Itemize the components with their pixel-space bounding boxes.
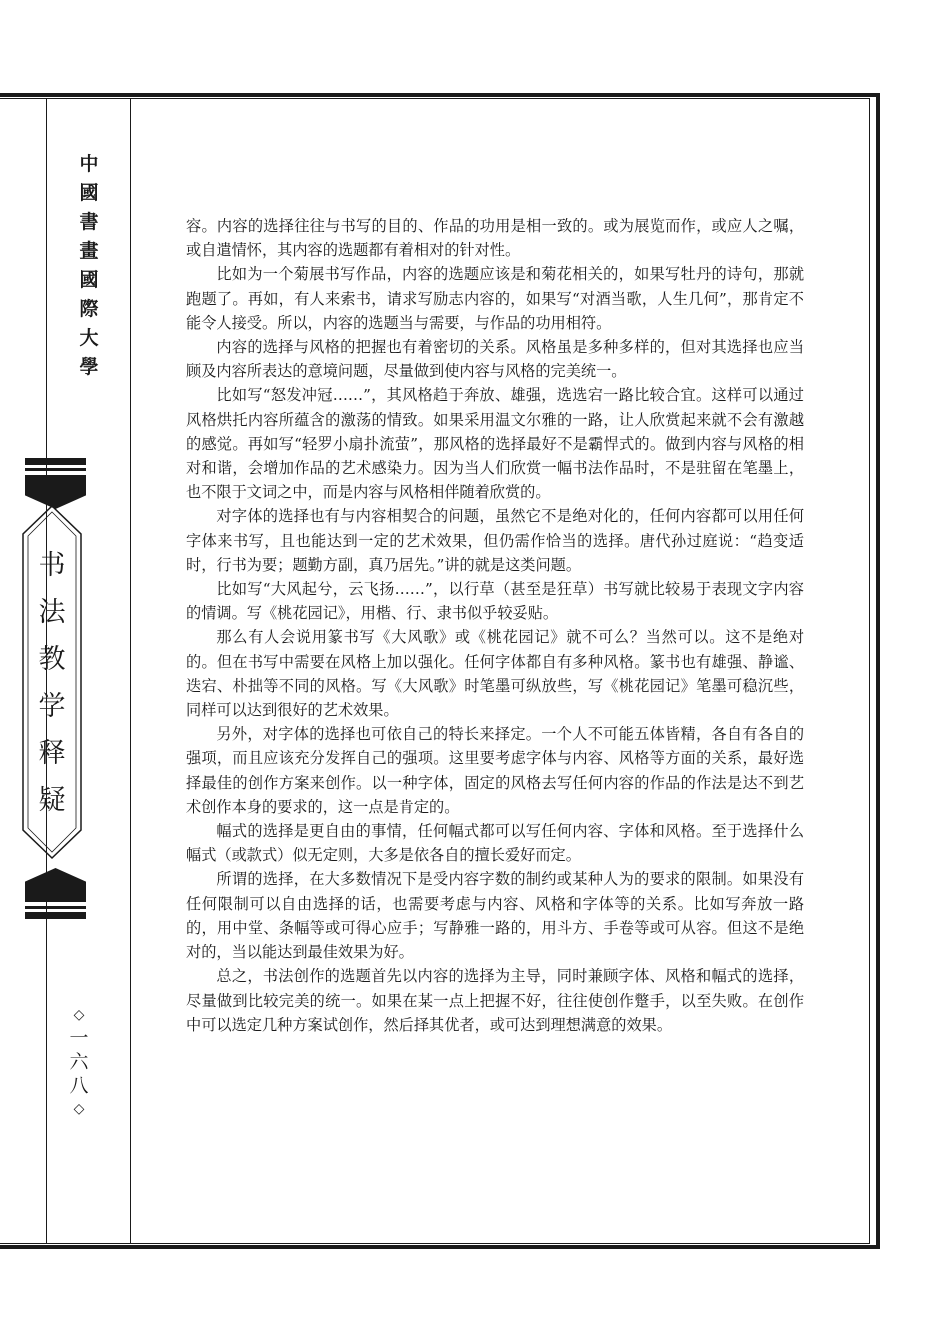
sidebar-spine <box>4 98 135 1244</box>
paragraph: 所谓的选择，在大多数情况下是受内容字数的制约或某种人为的要求的限制。如果没有任何限制可以自由选择的话，也需要考虑与内容、风格和字体等的关系。比如写奔放一路的，用中堂、条幅等或可得心应手；写静雅一路的，用斗方、手卷等或可从容。但这不是绝对的，当以能达到最佳效果为好。 <box>186 870 804 962</box>
school-char: 大 <box>79 327 99 349</box>
page-number-char: 一 <box>69 1027 89 1049</box>
school-char: 學 <box>79 356 99 378</box>
spine-line-right <box>130 98 131 1244</box>
paragraph: 比如为一个菊展书写作品，内容的选题应该是和菊花相关的，如果写牡丹的诗句，那就跑题了。再如，有人来索书，请求写励志内容的，如果写“对酒当歌，人生几何”，那肯定不能令人接受。所以，内容的选题当与需要，与作品的功用相符。 <box>186 265 804 332</box>
ornament-bar <box>25 468 86 471</box>
book-title <box>21 542 83 824</box>
school-char: 國 <box>79 182 99 204</box>
ornament-band-top <box>25 458 86 509</box>
paragraph: 容。内容的选择往往与书写的目的、作品的功用是相一致的。或为展览而作，或应人之嘱，或自遣情怀，其内容的选题都有着相对的针对性。 <box>186 217 804 260</box>
school-char: 中 <box>79 153 99 175</box>
school-name <box>54 150 124 382</box>
paragraph: 比如写“大风起兮，云飞扬……”，以行草（甚至是狂草）书写就比较易于表现文字内容的情调。写《桃花园记》，用楷、行、隶书似乎较妥贴。 <box>186 580 804 623</box>
paragraph: 总之，书法创作的选题首先以内容的选择为主导，同时兼顾字体、风格和幅式的选择，尽量做到比较完美的统一。如果在某一点上把握不好，往往使创作蹩手，以至失败。在创作中可以选定几种方案试创作，然后择其优者，或可达到理想满意的效果。 <box>186 967 804 1034</box>
paragraph: 对字体的选择也有与内容相契合的问题，虽然它不是绝对化的，任何内容都可以用任何字体来书写，且也能达到一定的艺术效果，但仍需作恰当的选择。唐代孙过庭说：“趋变适时，行书为要；题勤方副，真乃居先。”讲的就是这类问题。 <box>186 507 804 574</box>
title-char: 法 <box>38 597 66 628</box>
ornament-band-bottom <box>25 868 86 919</box>
ornament-bar <box>25 458 86 465</box>
diamond-icon: ◇ <box>73 1007 85 1023</box>
paragraph: 另外，对字体的选择也可依自己的特长来择定。一个人不可能五体皆精，各自有各自的强项，而且应该充分发挥自己的强项。这里要考虑字体与内容、风格等方面的关系，最好选择最佳的创作方案来创作。以一种字体，固定的风格去写任何内容的作品的作法是达不到艺术创作本身的要求的，这一点是肯定的。 <box>186 725 804 816</box>
page-number <box>62 1004 96 1120</box>
title-char: 疑 <box>38 785 66 816</box>
title-char: 释 <box>38 738 66 769</box>
ornament-bar <box>25 912 86 919</box>
page-number-char: 八 <box>69 1075 89 1097</box>
page-number-char: 六 <box>69 1051 89 1073</box>
paragraph: 那么有人会说用篆书写《大风歌》或《桃花园记》就不可么？当然可以。这不是绝对的。但在书写中需要在风格上加以强化。任何字体都自有多种风格。篆书也有雄强、静谧、迭宕、朴拙等不同的风格。写《大风歌》时笔墨可纵放些，写《桃花园记》笔墨可稳沉些，同样可以达到很好的艺术效果。 <box>186 628 804 720</box>
book-title-panel <box>21 504 83 860</box>
body-text <box>186 214 804 1037</box>
school-char: 畫 <box>79 240 99 262</box>
title-char: 教 <box>38 644 66 675</box>
school-char: 際 <box>79 298 99 320</box>
diamond-icon: ◇ <box>73 1101 85 1117</box>
school-char: 書 <box>79 211 99 233</box>
paragraph: 比如写“怒发冲冠……”，其风格趋于奔放、雄强，选选宕一路比较合宜。这样可以通过风格烘托内容所蕴含的激荡的情致。如果采用温文尔雅的一路，让人欣赏起来就不会有激越的感觉。再如写“轻罗小扇扑流萤”，那风格的选择最好不是霸悍式的。做到内容与风格的相对和谐，会增加作品的艺术感染力。因为当人们欣赏一幅书法作品时，不是驻留在笔墨上，也不限于文词之中，而是内容与风格相伴随着欣赏的。 <box>186 386 804 502</box>
title-char: 学 <box>38 691 66 722</box>
school-char: 國 <box>79 269 99 291</box>
ornament-bar <box>25 906 86 909</box>
ornament-notch <box>25 868 86 902</box>
paragraph: 幅式的选择是更自由的事情，任何幅式都可以写任何内容、字体和风格。至于选择什么幅式（或款式）似无定则，大多是依各自的擅长爱好而定。 <box>186 822 804 865</box>
title-char: 书 <box>38 550 66 581</box>
paragraph: 内容的选择与风格的把握也有着密切的关系。风格虽是多种多样的，但对其选择也应当顾及内容所表达的意境问题，尽量做到使内容与风格的完美统一。 <box>186 338 804 381</box>
